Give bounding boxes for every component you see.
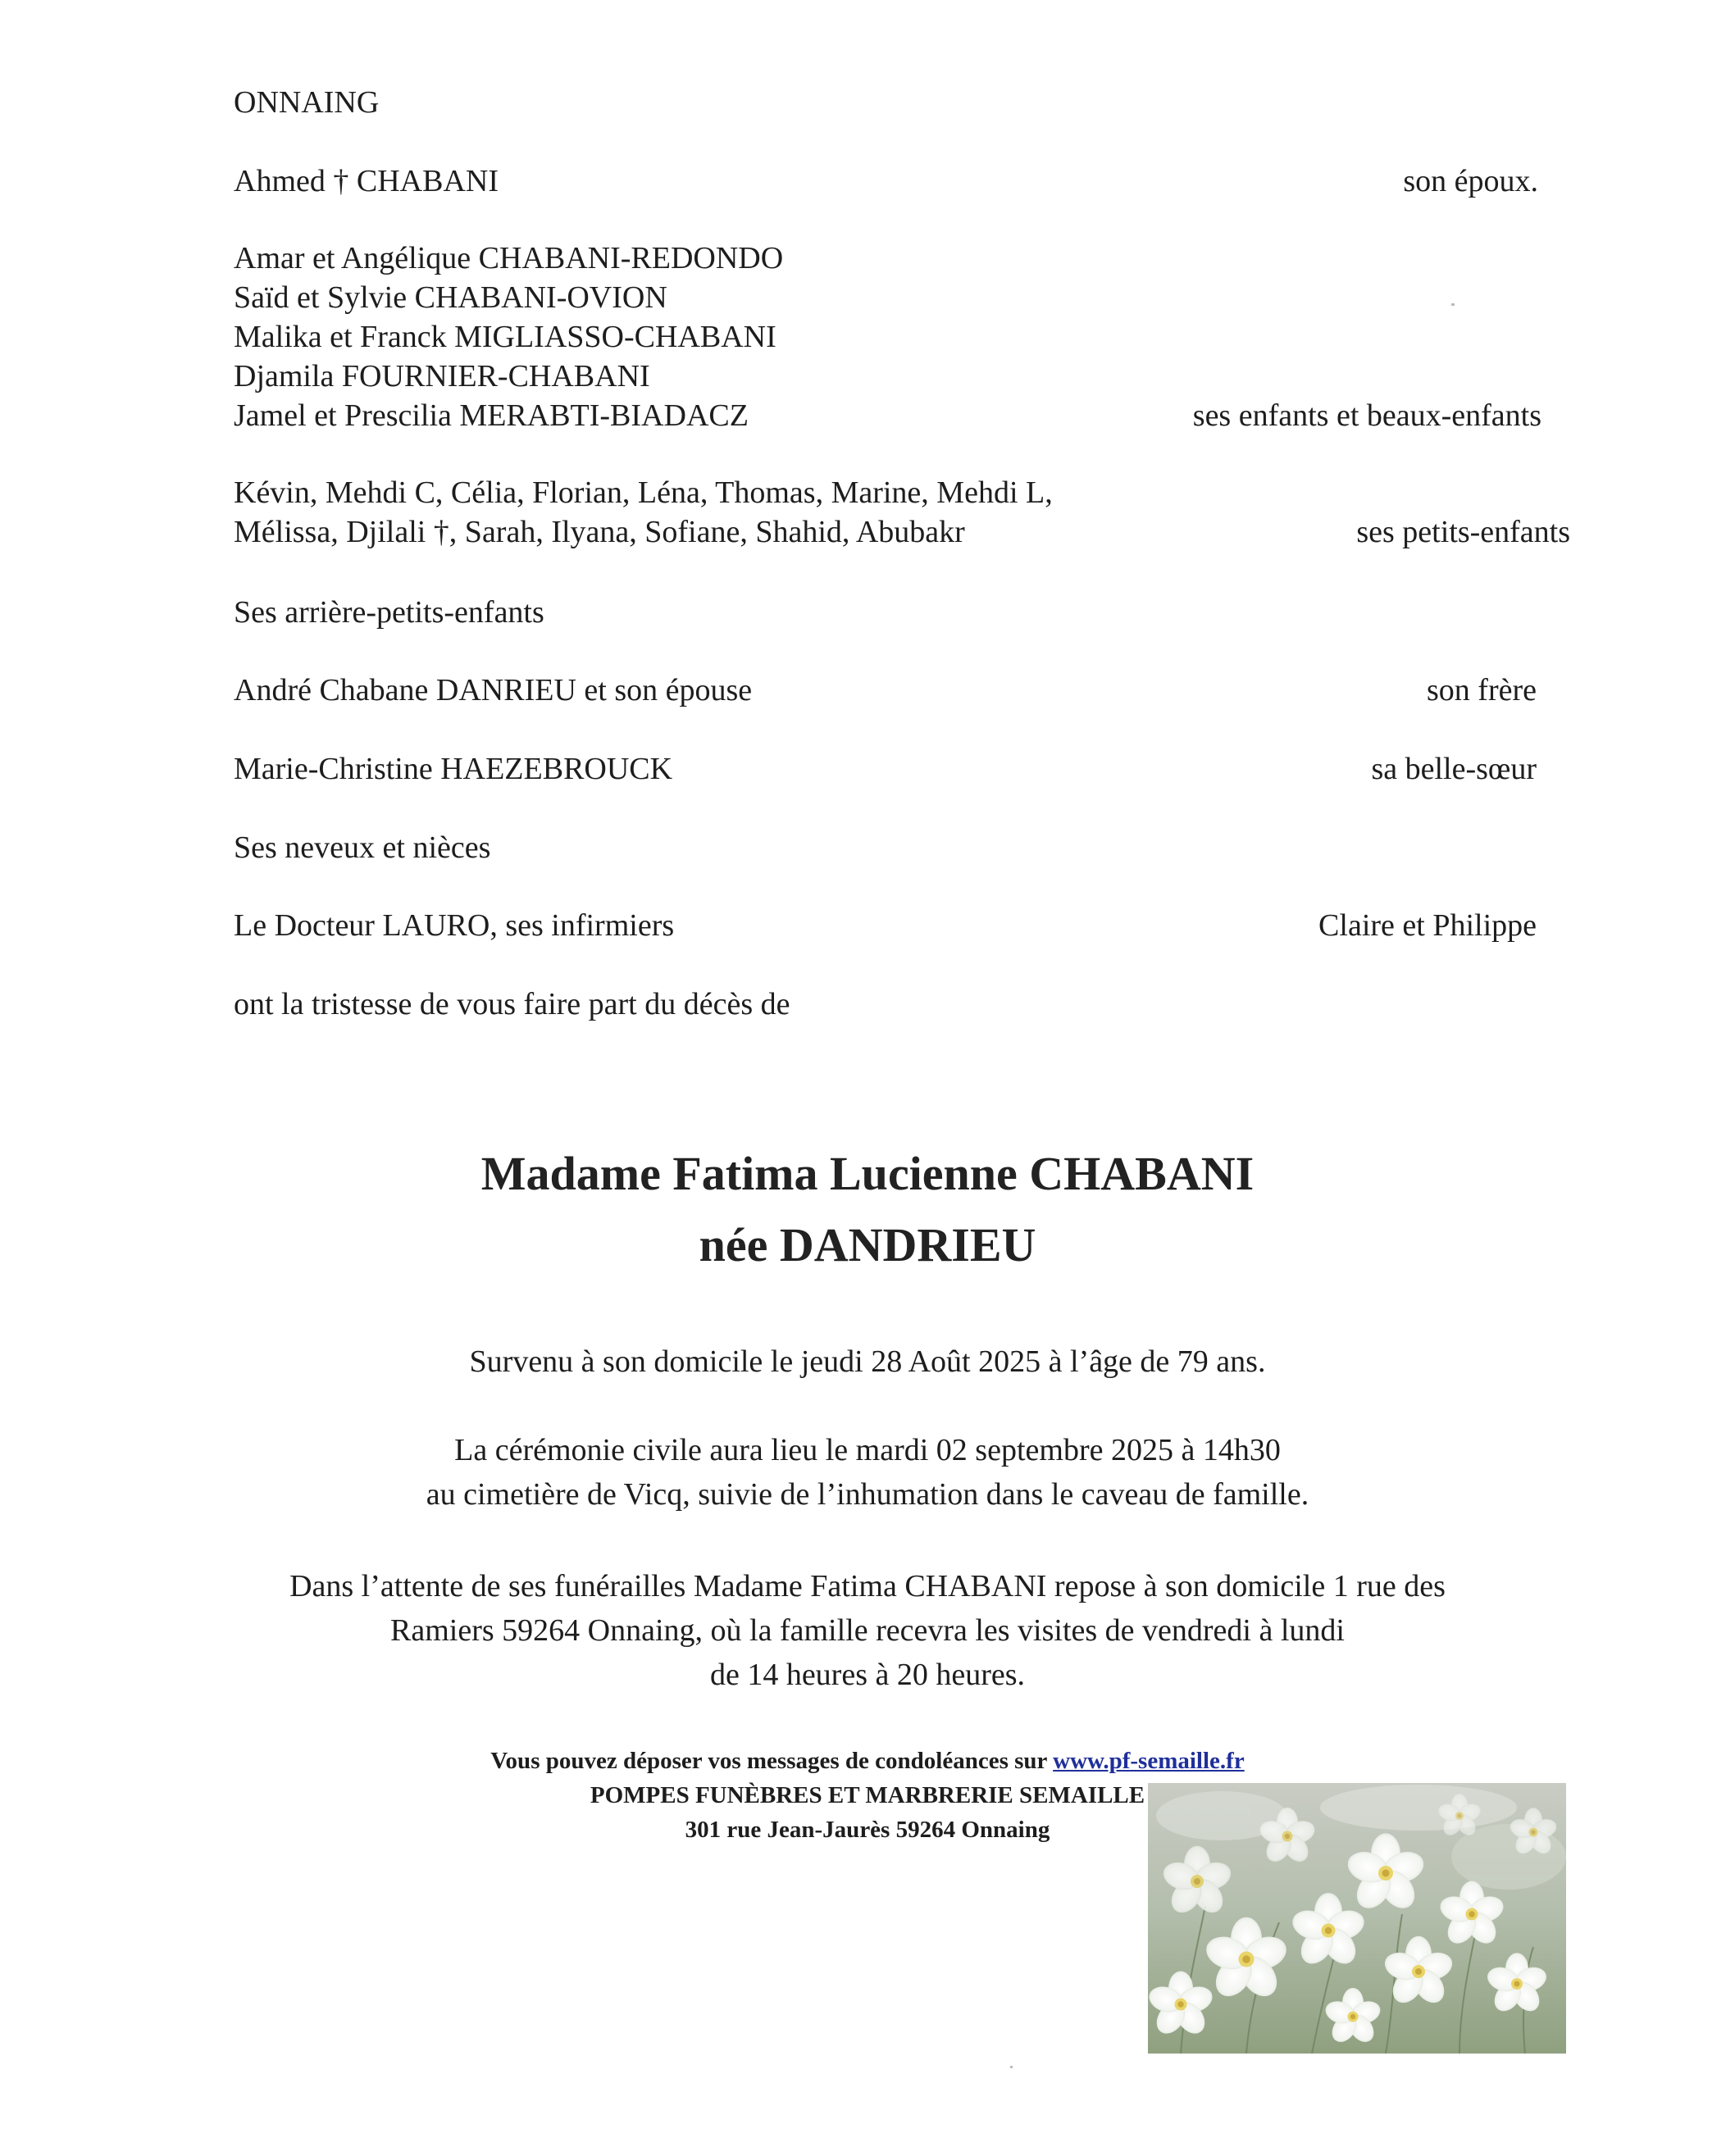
brother-relation: son frère [1427,673,1537,707]
ceremony-line-1: La cérémonie civile aura lieu le mardi 02 septembre 2025 à 14h30 [454,1433,1281,1467]
website-link[interactable]: www.pf-semaille.fr [1053,1748,1245,1774]
brother-name: André Chabane DANRIEU et son épouse [234,673,753,707]
visits-line-3: de 14 heures à 20 heures. [709,1658,1026,1692]
spouse-relation: son époux. [1403,164,1538,198]
nephews-nieces: Ses neveux et nièces [234,830,491,865]
scan-speck [1010,2066,1013,2068]
scan-speck [1451,303,1455,306]
announcement-line: ont la tristesse de vous faire part du décès de [234,987,790,1021]
list-item: Saïd et Sylvie CHABANI-OVION [234,280,667,315]
children-relation: ses enfants et beaux-enfants [1192,398,1541,433]
list-item: Kévin, Mehdi C, Célia, Florian, Léna, Thomas, Marine, Mehdi L, [234,475,1053,510]
list-item: Djamila FOURNIER-CHABANI [234,359,650,393]
death-notice: Survenu à son domicile le jeudi 28 Août 2025 à l’âge de 79 ans. [469,1344,1266,1379]
list-item: Malika et Franck MIGLIASSO-CHABANI [234,320,776,354]
deceased-name: Madame Fatima Lucienne CHABANI [480,1147,1255,1200]
visits-line-2: Ramiers 59264 Onnaing, où la famille recevra les visites de vendredi à lundi [390,1613,1345,1648]
town-heading: ONNAING [234,85,380,120]
list-item: Jamel et Prescilia MERABTI-BIADACZ [234,398,749,433]
spouse-name: Ahmed † CHABANI [234,164,499,198]
deceased-maiden-name: née DANDRIEU [699,1218,1036,1271]
grandchildren-list [234,473,1053,552]
condolences-text: Vous pouvez déposer vos messages de condoléances sur [490,1748,1047,1774]
great-grandchildren: Ses arrière-petits-enfants [234,595,544,630]
ceremony-line-2: au cimetière de Vicq, suivie de l’inhumation dans le caveau de famille. [426,1477,1309,1512]
white-flowers-image [1148,1783,1566,2054]
children-list [234,239,783,435]
condolences-line [0,1744,1735,1777]
sister-in-law-relation: sa belle-sœur [1371,752,1537,786]
list-item: Mélissa, Djilali †, Sarah, Ilyana, Sofiane, Shahid, Abubakr [234,515,965,549]
nurses-names: Claire et Philippe [1318,908,1537,943]
list-item: Amar et Angélique CHABANI-REDONDO [234,241,784,275]
grandchildren-relation: ses petits-enfants [1356,515,1570,549]
visits-line-1: Dans l’attente de ses funérailles Madame Fatima CHABANI repose à son domicile 1 rue des [289,1569,1446,1603]
sister-in-law-name: Marie-Christine HAEZEBROUCK [234,752,673,786]
company-address: 301 rue Jean-Jaurès 59264 Onnaing [685,1817,1050,1843]
doctor-name: Le Docteur LAURO, ses infirmiers [234,908,675,943]
company-name: POMPES FUNÈBRES ET MARBRERIE SEMAILLE [590,1782,1145,1808]
